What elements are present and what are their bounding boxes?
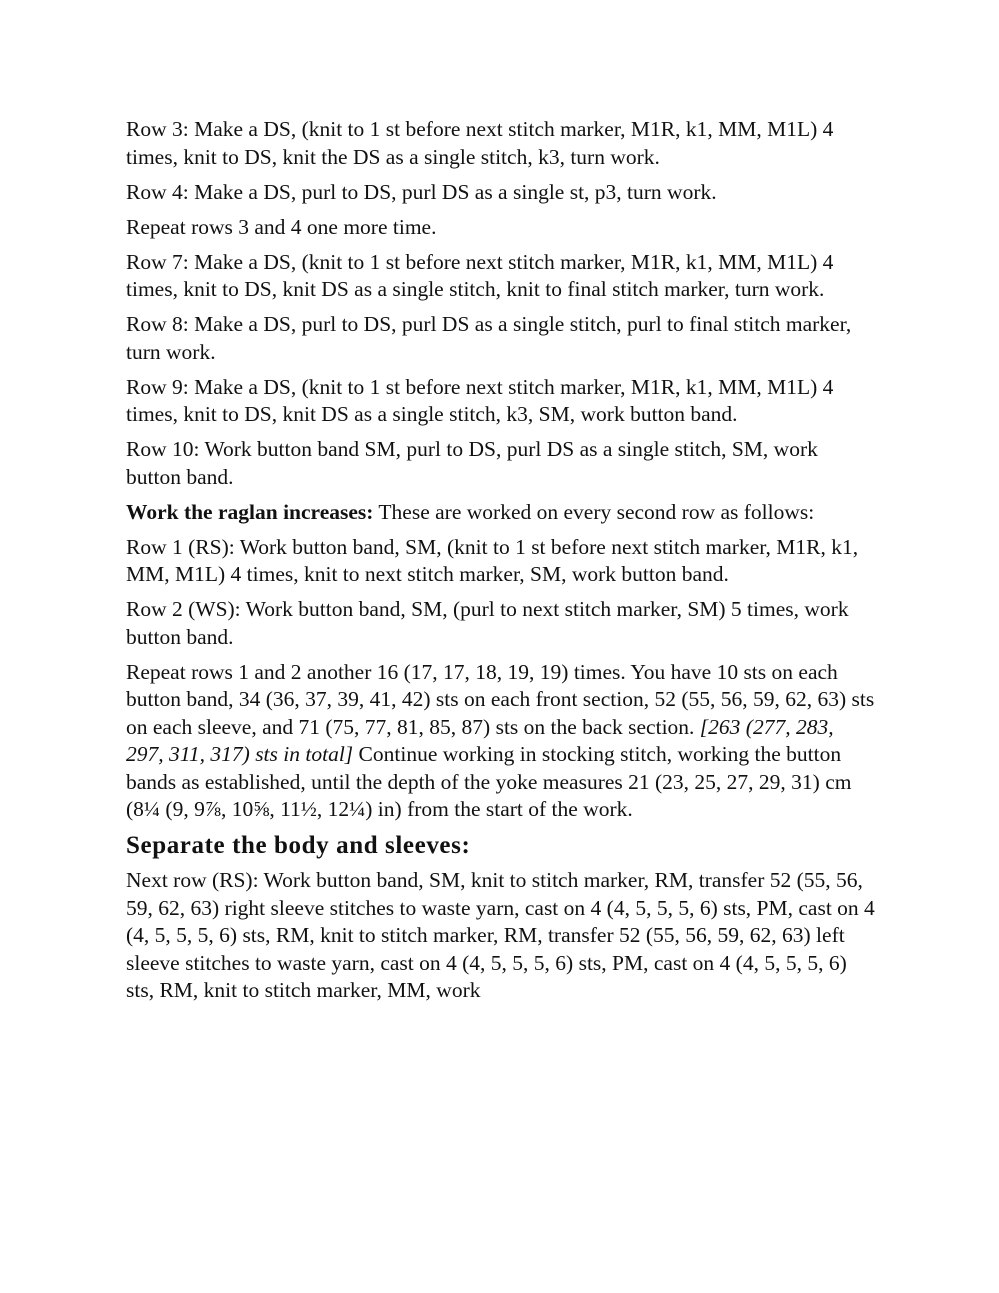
raglan-row-1-instruction: Row 1 (RS): Work button band, SM, (knit to 1 st before next stitch marker, M1R, k1, MM, M1L) 4 times, knit to next stitch marker, SM, work button band. <box>126 534 859 586</box>
repeat-rows-1-2-text: Repeat rows 1 and 2 another 16 (17, 17, 18, 19, 19) times. You have 10 sts on each button band, 34 (36, 37, 39, 41, 42) sts on each front section, 52 (55, 56, 59, 62, 63) sts on each sleeve, and 71 (75, 77, 81, 85, 87) sts on the back section. <box>126 659 875 739</box>
raglan-increases-text: These are worked on every second row as follows: <box>373 499 815 524</box>
row-7-instruction: Row 7: Make a DS, (knit to 1 st before next stitch marker, M1R, k1, MM, M1L) 4 times, knit to DS, knit DS as a single stitch, knit to final stitch marker, turn work. <box>126 249 834 301</box>
raglan-increases-paragraph <box>126 499 876 527</box>
row-10-instruction: Row 10: Work button band SM, purl to DS, purl DS as a single stitch, SM, work button band. <box>126 437 818 489</box>
row-3-instruction: Row 3: Make a DS, (knit to 1 st before next stitch marker, M1R, k1, MM, M1L) 4 times, knit to DS, knit the DS as a single stitch, k3, turn work. <box>126 117 834 169</box>
separate-next-row-instruction: Next row (RS): Work button band, SM, knit to stitch marker, RM, transfer 52 (55, 56, 59, 62, 63) right sleeve stitches to waste yarn, cast on 4 (4, 5, 5, 5, 6) sts, PM, cast on 4 (4, 5, 5, 5, 6) sts, RM, knit to stitch marker, RM, transfer 52 (55, 56, 59, 62, 63) left sleeve stitches to waste yarn, cast on 4 (4, 5, 5, 5, 6) sts, PM, cast on 4 (4, 5, 5, 5, 6) sts, RM, knit to stitch marker, MM, work <box>126 868 875 1002</box>
row-4-instruction: Row 4: Make a DS, purl to DS, purl DS as a single st, p3, turn work. <box>126 179 717 204</box>
row-9-instruction: Row 9: Make a DS, (knit to 1 st before next stitch marker, M1R, k1, MM, M1L) 4 times, knit to DS, knit DS as a single stitch, k3, SM, work button band. <box>126 374 834 426</box>
pattern-page <box>126 116 876 1012</box>
yoke-depth-text: Continue working in stocking stitch, working the button bands as established, until the depth of the yoke measures 21 (23, 25, 27, 29, 31) cm (8¼ (9, 9⅞, 10⅝, 11½, 12¼) in) from the start of the work. <box>126 742 852 821</box>
raglan-increases-heading: Work the raglan increases: <box>126 499 374 524</box>
separate-body-sleeves-heading: Separate the body and sleeves: <box>126 832 471 859</box>
stitch-total-note: [263 (277, 283, 297, 311, 317) sts in total] <box>126 714 834 766</box>
raglan-row-2-instruction: Row 2 (WS): Work button band, SM, (purl to next stitch marker, SM) 5 times, work button band. <box>126 597 849 649</box>
repeat-rows-1-2-paragraph <box>126 659 876 824</box>
repeat-rows-3-4-instruction: Repeat rows 3 and 4 one more time. <box>126 214 437 239</box>
row-8-instruction: Row 8: Make a DS, purl to DS, purl DS as a single stitch, purl to final stitch marker, turn work. <box>126 312 852 364</box>
